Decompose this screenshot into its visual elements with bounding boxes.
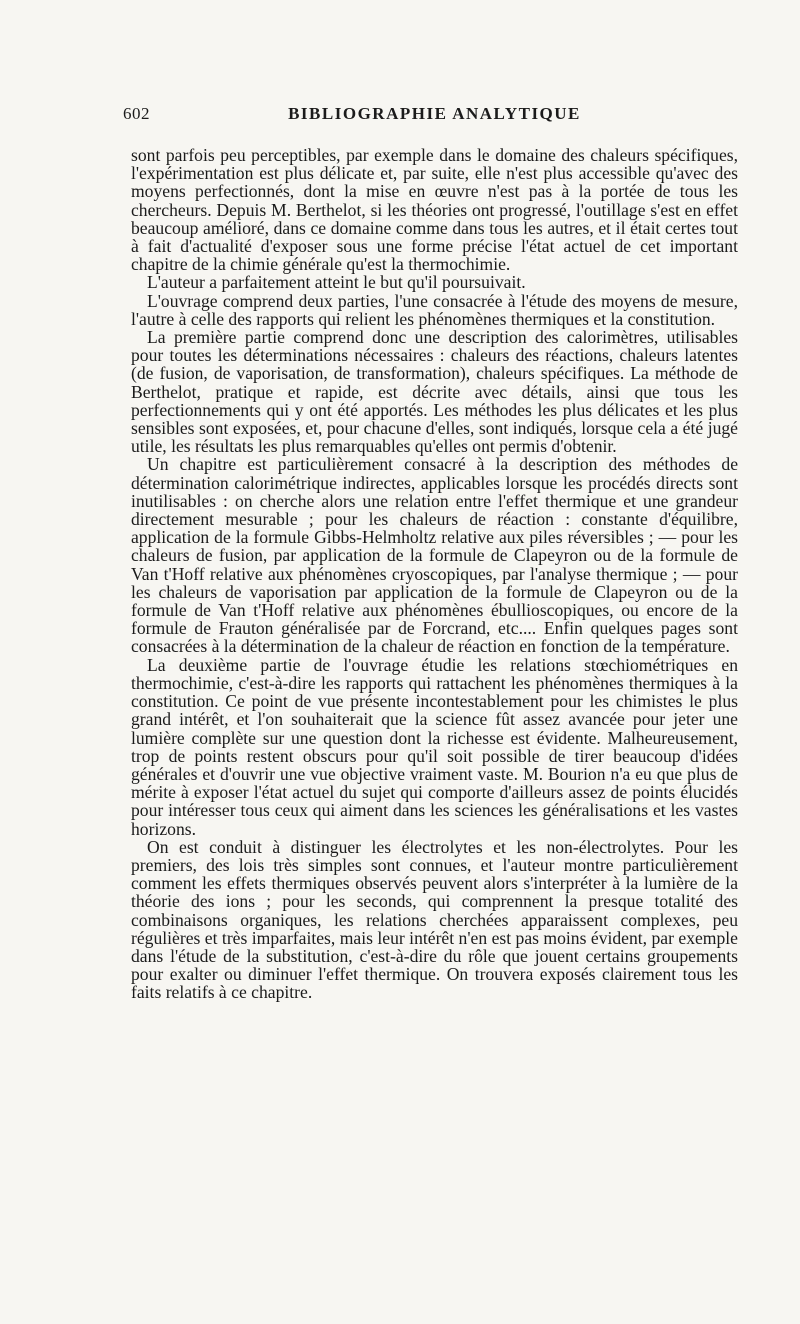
paragraph-structure: L'ouvrage comprend deux parties, l'une consacrée à l'étude des moyens de mesure, l'autre à celle des rapports qui relient les phénomènes thermiques et la constitution. [131,290,738,329]
page-header [123,104,738,128]
paragraph-author-goal: L'auteur a parfaitement atteint le but qu'il poursuivait. [147,272,526,293]
paragraph-electrolytes: On est conduit à distinguer les électrolytes et les non-électrolytes. Pour les premiers, des lois très simples sont connues, et l'auteur montre particulièrement comment les effets thermiques observés peuvent alors s'interpréter à la lumière de la théorie des ions ; pour les seconds, qui comprennent la presque totalité des combinaisons organiques, les relations cherchées apparaissent complexes, peu régulières et très imparfaites, mais leur intérêt n'en est pas moins évident, par exemple dans l'étude de la substitution, c'est-à-dire du rôle que jouent certains groupements pour exalter ou diminuer l'effet thermique. On trouvera exposés clairement tous les faits relatifs à ce chapitre. [131,836,738,1003]
paragraph-continuation: sont parfois peu perceptibles, par exemple dans le domaine des chaleurs spécifiques, l'expérimentation est plus délicate et, par suite, elle n'est plus accessible qu'avec des moyens perfectionnés, dont la mise en œuvre n'est pas à la portée de tous les chercheurs. Depuis M. Berthelot, si les théories ont progressé, l'outillage s'est en effet beaucoup amélioré, dans ce domaine comme dans tous les autres, et il était certes tout à fait d'actualité d'exposer sous une forme précise l'état actuel de cet important chapitre de la chimie générale qu'est la thermochimie. [131,145,738,275]
body-text [131,146,738,1002]
paragraph-second-part: La deuxième partie de l'ouvrage étudie les relations stœchiométriques en thermochimie, c'est-à-dire les rapports qui rattachent les phénomènes thermiques à la constitution. Ce point de vue présente incontestablement pour les chimistes le plus grand intérêt, et l'on souhaiterait que la science fût assez avancée pour jeter une lumière complète sur une question dont la richesse est évidente. Malheureusement, trop de points restent obscurs pour qu'il soit possible de tirer beaucoup d'idées générales et d'ouvrir une vue objective vraiment vaste. M. Bourion n'a eu que plus de mérite à exposer l'état actuel du sujet qui comporte d'ailleurs assez de points élucidés pour intéresser tous ceux qui aiment dans les sciences les généralisations et les vastes horizons. [131,654,738,839]
running-title: BIBLIOGRAPHIE ANALYTIQUE [288,104,581,123]
paragraph-first-part: La première partie comprend donc une description des calorimètres, utilisables pour toutes les déterminations nécessaires : chaleurs des réactions, chaleurs latentes (de fusion, de vaporisation, de transformation), chaleurs spécifiques. La méthode de Berthelot, pratique et rapide, est décrite avec détails, ainsi que tous les perfectionnements qui y ont été apportés. Les méthodes les plus délicates et les plus sensibles sont exposées, et, pour chacune d'elles, sont indiqués, lorsque cela a été jugé utile, les résultats les plus remarquables qu'elles ont permis d'obtenir. [131,327,738,457]
paragraph-indirect-methods: Un chapitre est particulièrement consacré à la description des méthodes de détermination calorimétrique indirectes, applicables lorsque les procédés directs sont inutilisables : on cherche alors une relation entre l'effet thermique et une grandeur directement mesurable ; pour les chaleurs de réaction : constante d'équilibre, application de la formule Gibbs-Helmholtz relative aux piles réversibles ; — pour les chaleurs de fusion, par application de la formule de Clapeyron ou de la formule de Van t'Hoff relative aux phénomènes cryoscopiques, par l'analyse thermique ; — pour les chaleurs de vaporisation par application de la formule de Clapeyron ou de la formule de Van t'Hoff relative aux phénomènes ébullioscopiques, ou encore de la formule de Frauton généralisée par de Forcrand, etc.... Enfin quelques pages sont consacrées à la détermination de la chaleur de réaction en fonction de la température. [131,454,738,657]
page-number: 602 [123,104,150,123]
